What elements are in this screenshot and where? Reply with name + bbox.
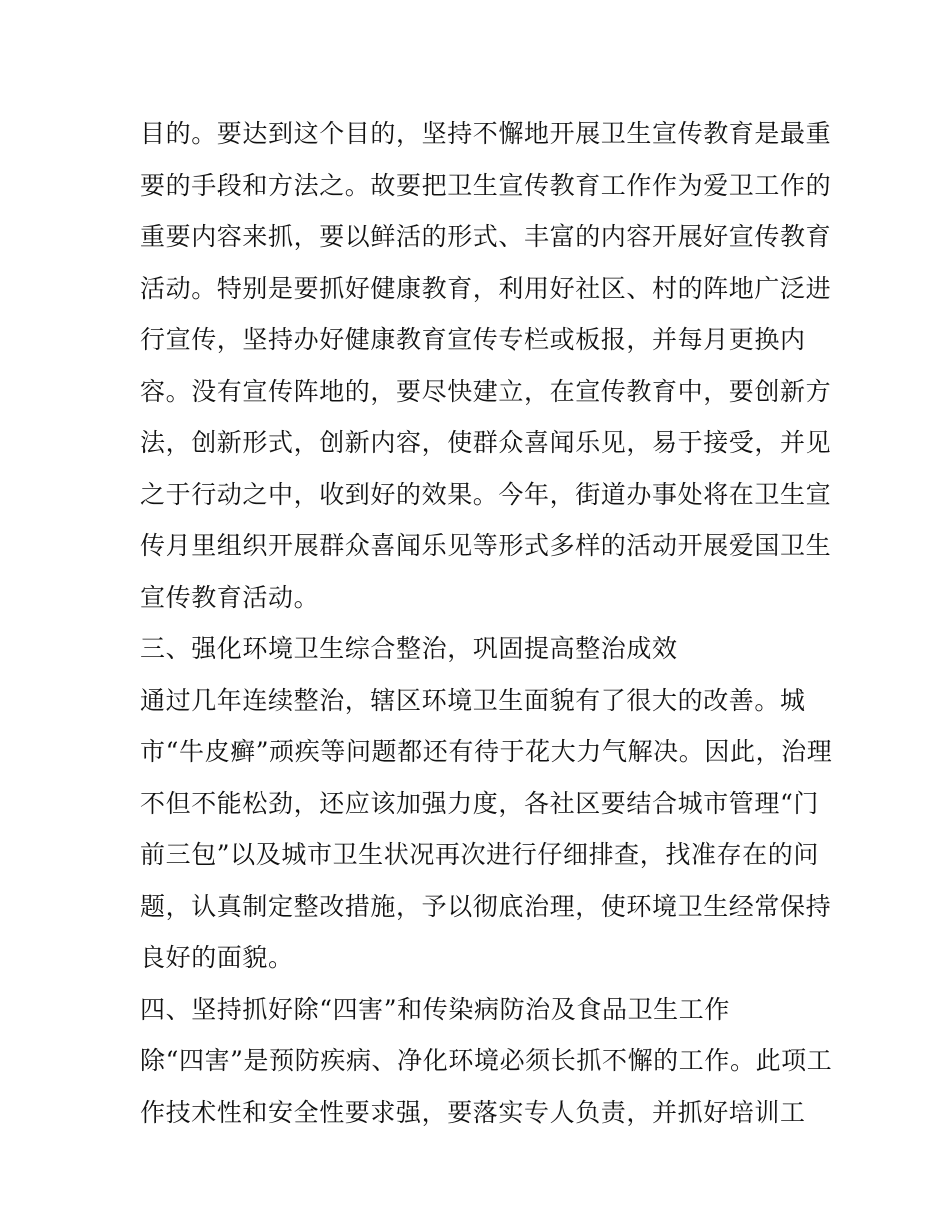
paragraph-line: 良好的面貌。 <box>140 943 294 972</box>
paragraph-line: 要的手段和方法之。故要把卫生宣传教育工作作为爱卫工作的 <box>140 170 832 200</box>
paragraph-line: 市“牛皮癣”顽疾等问题都还有待于花大力气解决。因此，治理 <box>140 737 833 766</box>
section-heading: 四、坚持抓好除“四害”和传染病防治及食品卫生工作 <box>140 994 730 1024</box>
paragraph-line: 传月里组织开展群众喜闻乐见等形式多样的活动开展爱国卫生 <box>140 531 832 560</box>
paragraph-line: 活动。特别是要抓好健康教育，利用好社区、村的阵地广泛进 <box>140 273 832 303</box>
paragraph-line: 行宣传，坚持办好健康教育宣传专栏或板报，并每月更换内 <box>140 325 806 354</box>
paragraph-line: 不但不能松劲，还应该加强力度，各社区要结合城市管理“门 <box>140 788 819 818</box>
paragraph-line: 作技术性和安全性要求强，要落实专人负责，并抓好培训工 <box>140 1097 806 1127</box>
paragraph-line: 通过几年连续整治，辖区环境卫生面貌有了很大的改善。城 <box>140 685 806 715</box>
paragraph-line: 宣传教育活动。 <box>140 582 320 612</box>
paragraph-line: 之于行动之中，收到好的效果。今年，街道办事处将在卫生宣 <box>140 479 832 509</box>
paragraph-line: 重要内容来抓，要以鲜活的形式、丰富的内容开展好宣传教育 <box>140 222 832 251</box>
paragraph-line: 法，创新形式，创新内容，使群众喜闻乐见，易于接受，并见 <box>140 428 832 457</box>
paragraph-line: 题，认真制定整改措施，予以彻底治理，使环境卫生经常保持 <box>140 891 832 921</box>
document-body <box>140 108 833 1138</box>
paragraph-line: 容。没有宣传阵地的，要尽快建立，在宣传教育中，要创新方 <box>140 376 832 406</box>
paragraph-line: 前三包”以及城市卫生状况再次进行仔细排查，找准存在的问 <box>140 840 819 869</box>
section-heading: 三、强化环境卫生综合整治，巩固提高整治成效 <box>140 634 678 663</box>
paragraph-line: 目的。要达到这个目的，坚持不懈地开展卫生宣传教育是最重 <box>140 119 832 148</box>
paragraph-line: 除“四害”是预防疾病、净化环境必须长抓不懈的工作。此项工 <box>140 1046 833 1075</box>
